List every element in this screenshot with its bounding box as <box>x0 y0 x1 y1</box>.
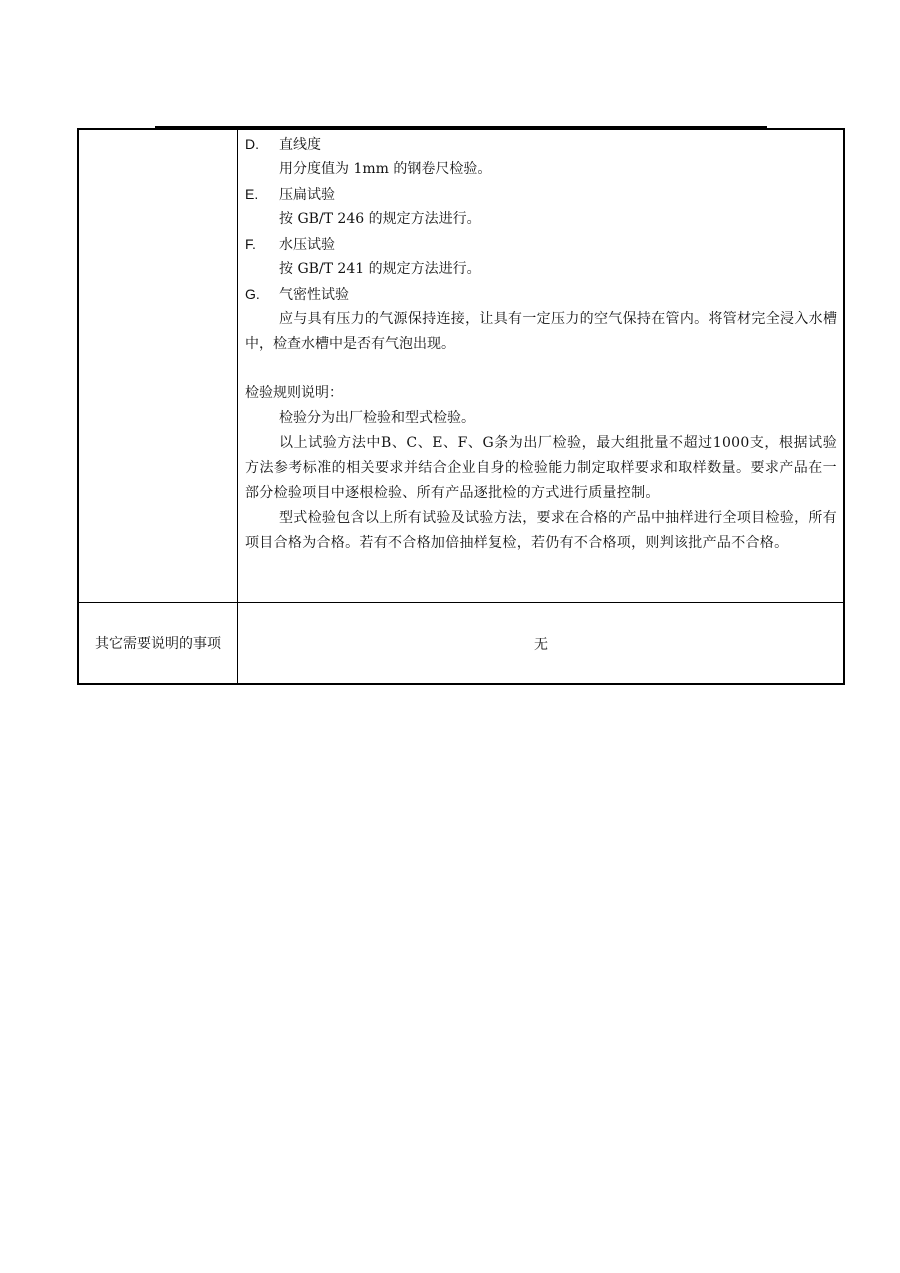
rules-paragraph: 以上试验方法中B、C、E、F、G条为出厂检验，最大组批量不超过1000支，根据试验方法参考标准的相关要求并结合企业自身的检验能力制定取样要求和取样数量。要求产品在一部分检验项目中逐根检验、所有产品逐批检的方式进行质量控制。 <box>245 435 837 501</box>
item-marker: D. <box>245 136 259 152</box>
row-divider <box>79 602 843 603</box>
item-title: 压扁试验 <box>279 187 335 203</box>
item-marker: G. <box>245 286 260 302</box>
spec-table <box>77 128 845 685</box>
other-notes-value-cell <box>239 604 843 683</box>
rules-paragraph: 检验分为出厂检验和型式检验。 <box>279 410 475 426</box>
item-e-heading <box>245 182 837 207</box>
item-marker: E. <box>245 186 259 202</box>
item-f-heading <box>245 232 837 257</box>
item-e-body: 按 GB/T 246 的规定方法进行。 <box>279 211 481 227</box>
rules-heading: 检验规则说明： <box>245 385 343 401</box>
item-title: 直线度 <box>279 137 321 153</box>
item-d-heading <box>245 132 837 157</box>
spacer <box>245 357 837 381</box>
item-g-heading <box>245 282 837 307</box>
other-notes-label-cell <box>79 604 237 683</box>
item-title: 气密性试验 <box>279 287 349 303</box>
item-d-body: 用分度值为 1mm 的钢卷尺检验。 <box>279 161 492 177</box>
rules-paragraph: 型式检验包含以上所有试验及试验方法，要求在合格的产品中抽样进行全项目检验，所有项目合格为合格。若有不合格加倍抽样复检，若仍有不合格项，则判该批产品不合格。 <box>245 510 837 551</box>
column-divider <box>237 130 238 683</box>
test-methods-cell <box>245 132 837 556</box>
item-title: 水压试验 <box>279 237 335 253</box>
item-f-body: 按 GB/T 241 的规定方法进行。 <box>279 261 481 277</box>
other-notes-label: 其它需要说明的事项 <box>95 635 221 652</box>
item-marker: F. <box>245 236 256 252</box>
other-notes-value: 无 <box>534 636 548 653</box>
item-g-body: 应与具有压力的气源保持连接，让具有一定压力的空气保持在管内。将管材完全浸入水槽中，检查水槽中是否有气泡出现。 <box>245 311 837 352</box>
